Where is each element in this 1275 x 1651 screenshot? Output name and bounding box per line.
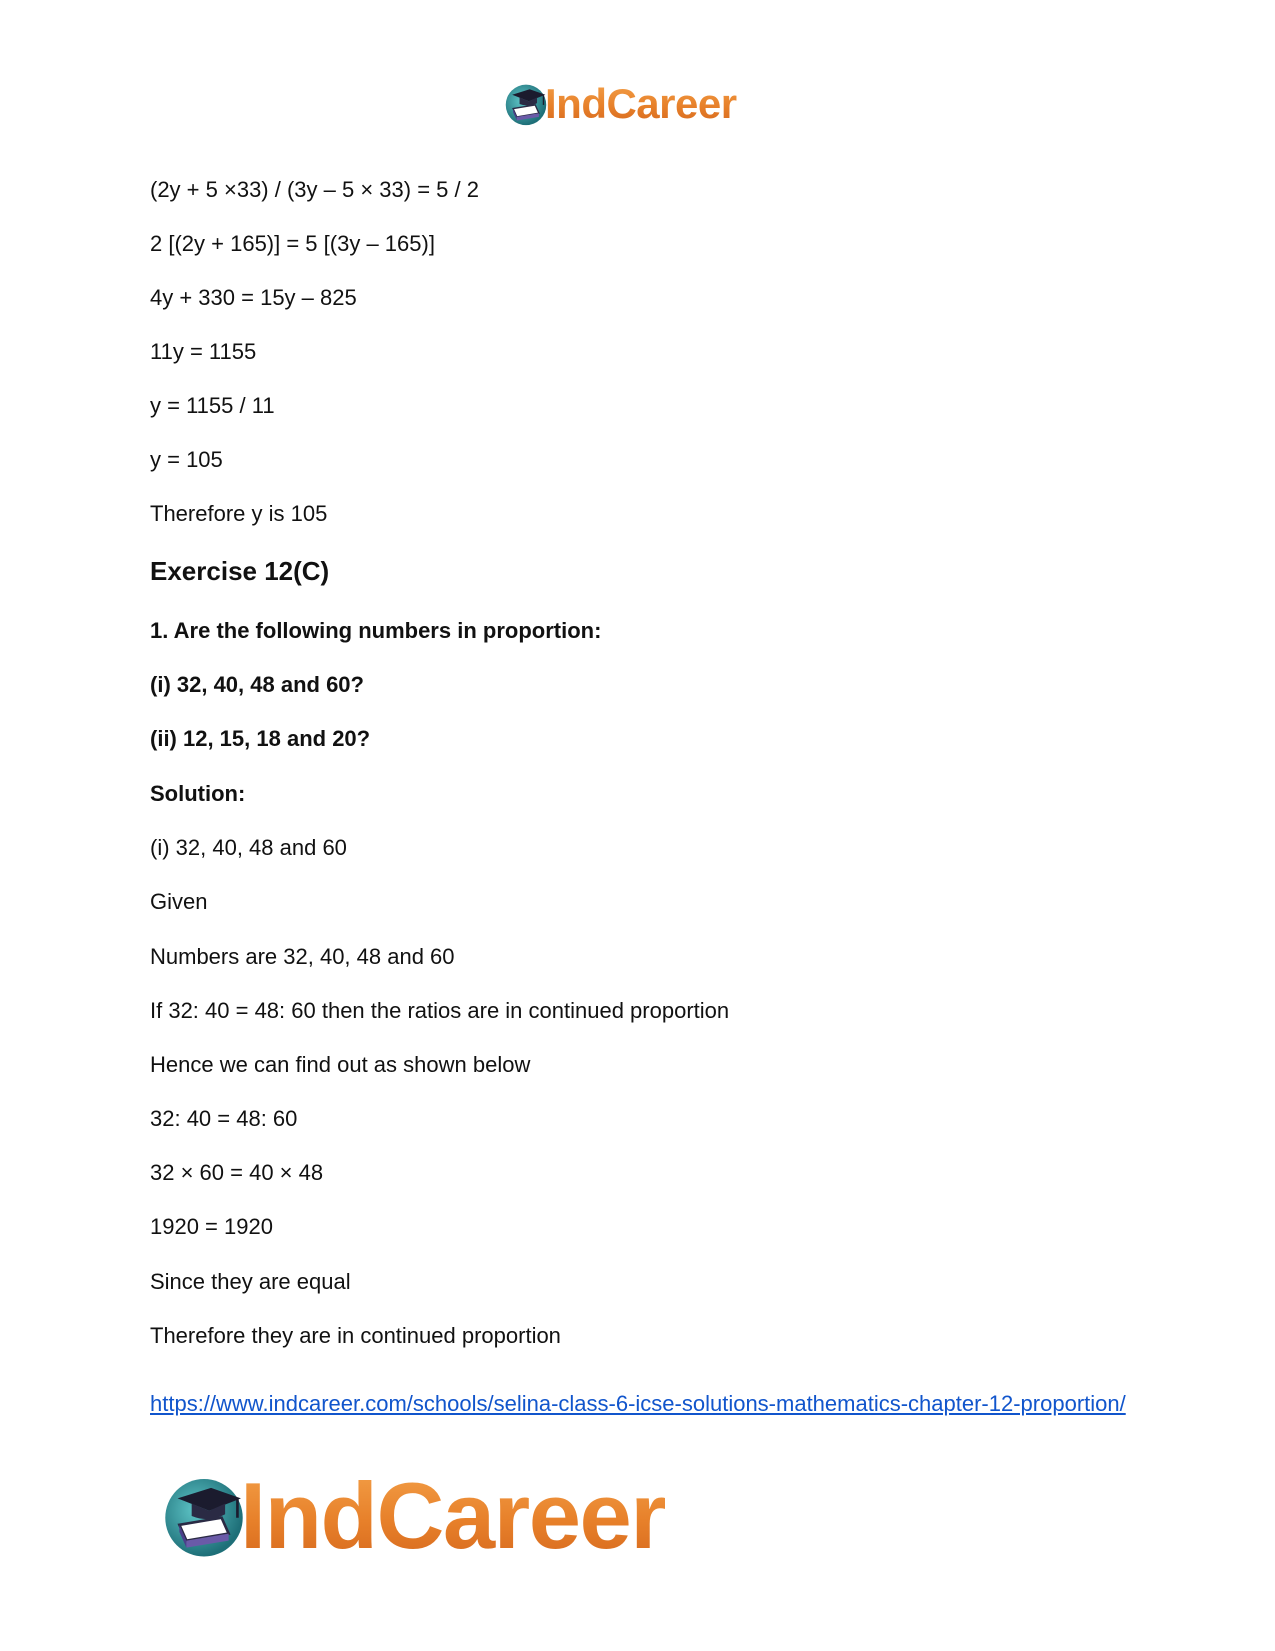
solution-line: Numbers are 32, 40, 48 and 60 [150,944,455,969]
header-logo-text: IndCareer [545,80,737,127]
solution-line: Given [150,889,208,914]
question-part-ii: (ii) 12, 15, 18 and 20? [150,726,371,751]
conclusion-line: Therefore y is 105 [150,501,328,526]
question-part-i: (i) 32, 40, 48 and 60? [150,672,364,697]
solution-line: Since they are equal [150,1269,351,1294]
solution-line: 1920 = 1920 [150,1214,273,1239]
footer-logo [160,1462,665,1570]
equation-line: 2 [(2y + 165)] = 5 [(3y – 165)] [150,231,435,256]
graduation-cap-globe-book-logo-icon [160,1472,248,1560]
solution-line: 32: 40 = 48: 60 [150,1106,298,1131]
solution-line: (i) 32, 40, 48 and 60 [150,835,347,860]
exercise-heading: Exercise 12(C) [150,556,330,586]
question-title: 1. Are the following numbers in proportion: [150,618,602,643]
equation-line: (2y + 5 ×33) / (3y – 5 × 33) = 5 / 2 [150,177,479,202]
solution-line: Therefore they are in continued proportion [150,1323,561,1348]
equation-line: 4y + 330 = 15y – 825 [150,285,357,310]
solution-label: Solution: [150,781,246,806]
equation-line: y = 1155 / 11 [150,393,275,418]
solution-line: Hence we can find out as shown below [150,1052,531,1077]
equation-line: 11y = 1155 [150,339,257,364]
graduation-cap-globe-book-logo-icon [503,81,549,127]
solution-line: If 32: 40 = 48: 60 then the ratios are in continued proportion [150,998,730,1023]
source-link[interactable]: https://www.indcareer.com/schools/selina-class-6-icse-solutions-mathematics-chapter-12-proportion/ [150,1391,1126,1416]
equation-line: y = 105 [150,447,223,472]
header-logo [503,80,737,128]
footer-logo-text: IndCareer [240,1463,666,1568]
solution-line: 32 × 60 = 40 × 48 [150,1160,324,1185]
